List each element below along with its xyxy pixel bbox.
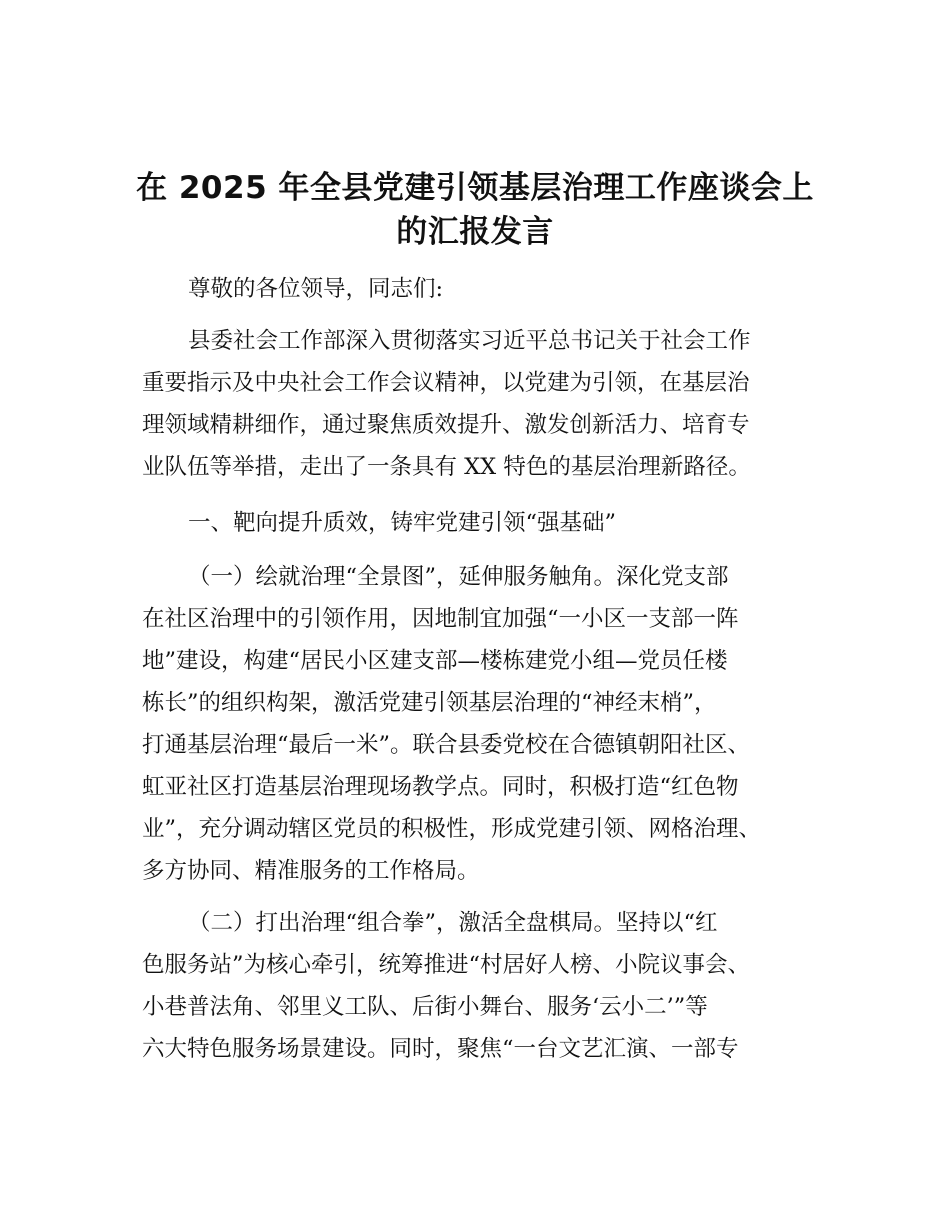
- section-1-line: 打通基层治理“最后一米”。联合县委党校在合德镇朝阳社区、: [142, 732, 751, 758]
- section-1-line: 栋长”的组织构架，激活党建引领基层治理的“神经末梢”，: [142, 690, 717, 716]
- section-2-line: （二）打出治理“组合拳”，激活全盘棋局。坚持以“红: [188, 910, 718, 936]
- section-heading-1: [142, 502, 832, 544]
- section-1-line: 地”建设，构建“居民小区建支部—楼栋建党小组—党员任楼: [142, 648, 728, 674]
- title-line-2: 的汇报发言: [396, 214, 554, 250]
- intro-line: 业队伍等举措，走出了一条具有 XX 特色的基层治理新路径。: [142, 454, 751, 480]
- section-2-line: 色服务站”为核心牵引，统筹推进“村居好人榜、小院议事会、: [142, 952, 751, 978]
- section-2-line: 小巷普法角、邻里义工队、后街小舞台、服务‘云小二’”等: [142, 994, 708, 1020]
- intro-line: 理领域精耕细作，通过聚焦质效提升、激发创新活力、培育专: [142, 412, 750, 438]
- document-title: [120, 166, 830, 254]
- section-1-line: 虹亚社区打造基层治理现场教学点。同时，积极打造“红色物: [142, 774, 739, 800]
- section-2-paragraph: [142, 902, 832, 1070]
- salutation-paragraph: [142, 268, 832, 310]
- intro-line: 县委社会工作部深入贯彻落实习近平总书记关于社会工作: [188, 328, 751, 354]
- intro-line: 重要指示及中央社会工作会议精神，以党建为引领，在基层治: [142, 370, 750, 396]
- intro-paragraph: [142, 320, 832, 488]
- title-line-1: 在 2025 年全县党建引领基层治理工作座谈会上: [136, 170, 814, 206]
- section-1-paragraph: [142, 556, 832, 892]
- section-1-line: 业”，充分调动辖区党员的积极性，形成党建引领、网格治理、: [142, 816, 762, 842]
- section-1-line: （一）绘就治理“全景图”，延伸服务触角。深化党支部: [188, 564, 729, 590]
- section-2-line: 六大特色服务场景建设。同时，聚焦“一台文艺汇演、一部专: [142, 1036, 739, 1062]
- section-1-line: 在社区治理中的引领作用，因地制宜加强“一小区一支部一阵: [142, 606, 739, 632]
- section-heading-line: 一、靶向提升质效，铸牢党建引领“强基础”: [188, 510, 617, 536]
- salutation-line: 尊敬的各位领导，同志们:: [188, 276, 444, 302]
- section-1-line: 多方协同、精准服务的工作格局。: [142, 858, 480, 884]
